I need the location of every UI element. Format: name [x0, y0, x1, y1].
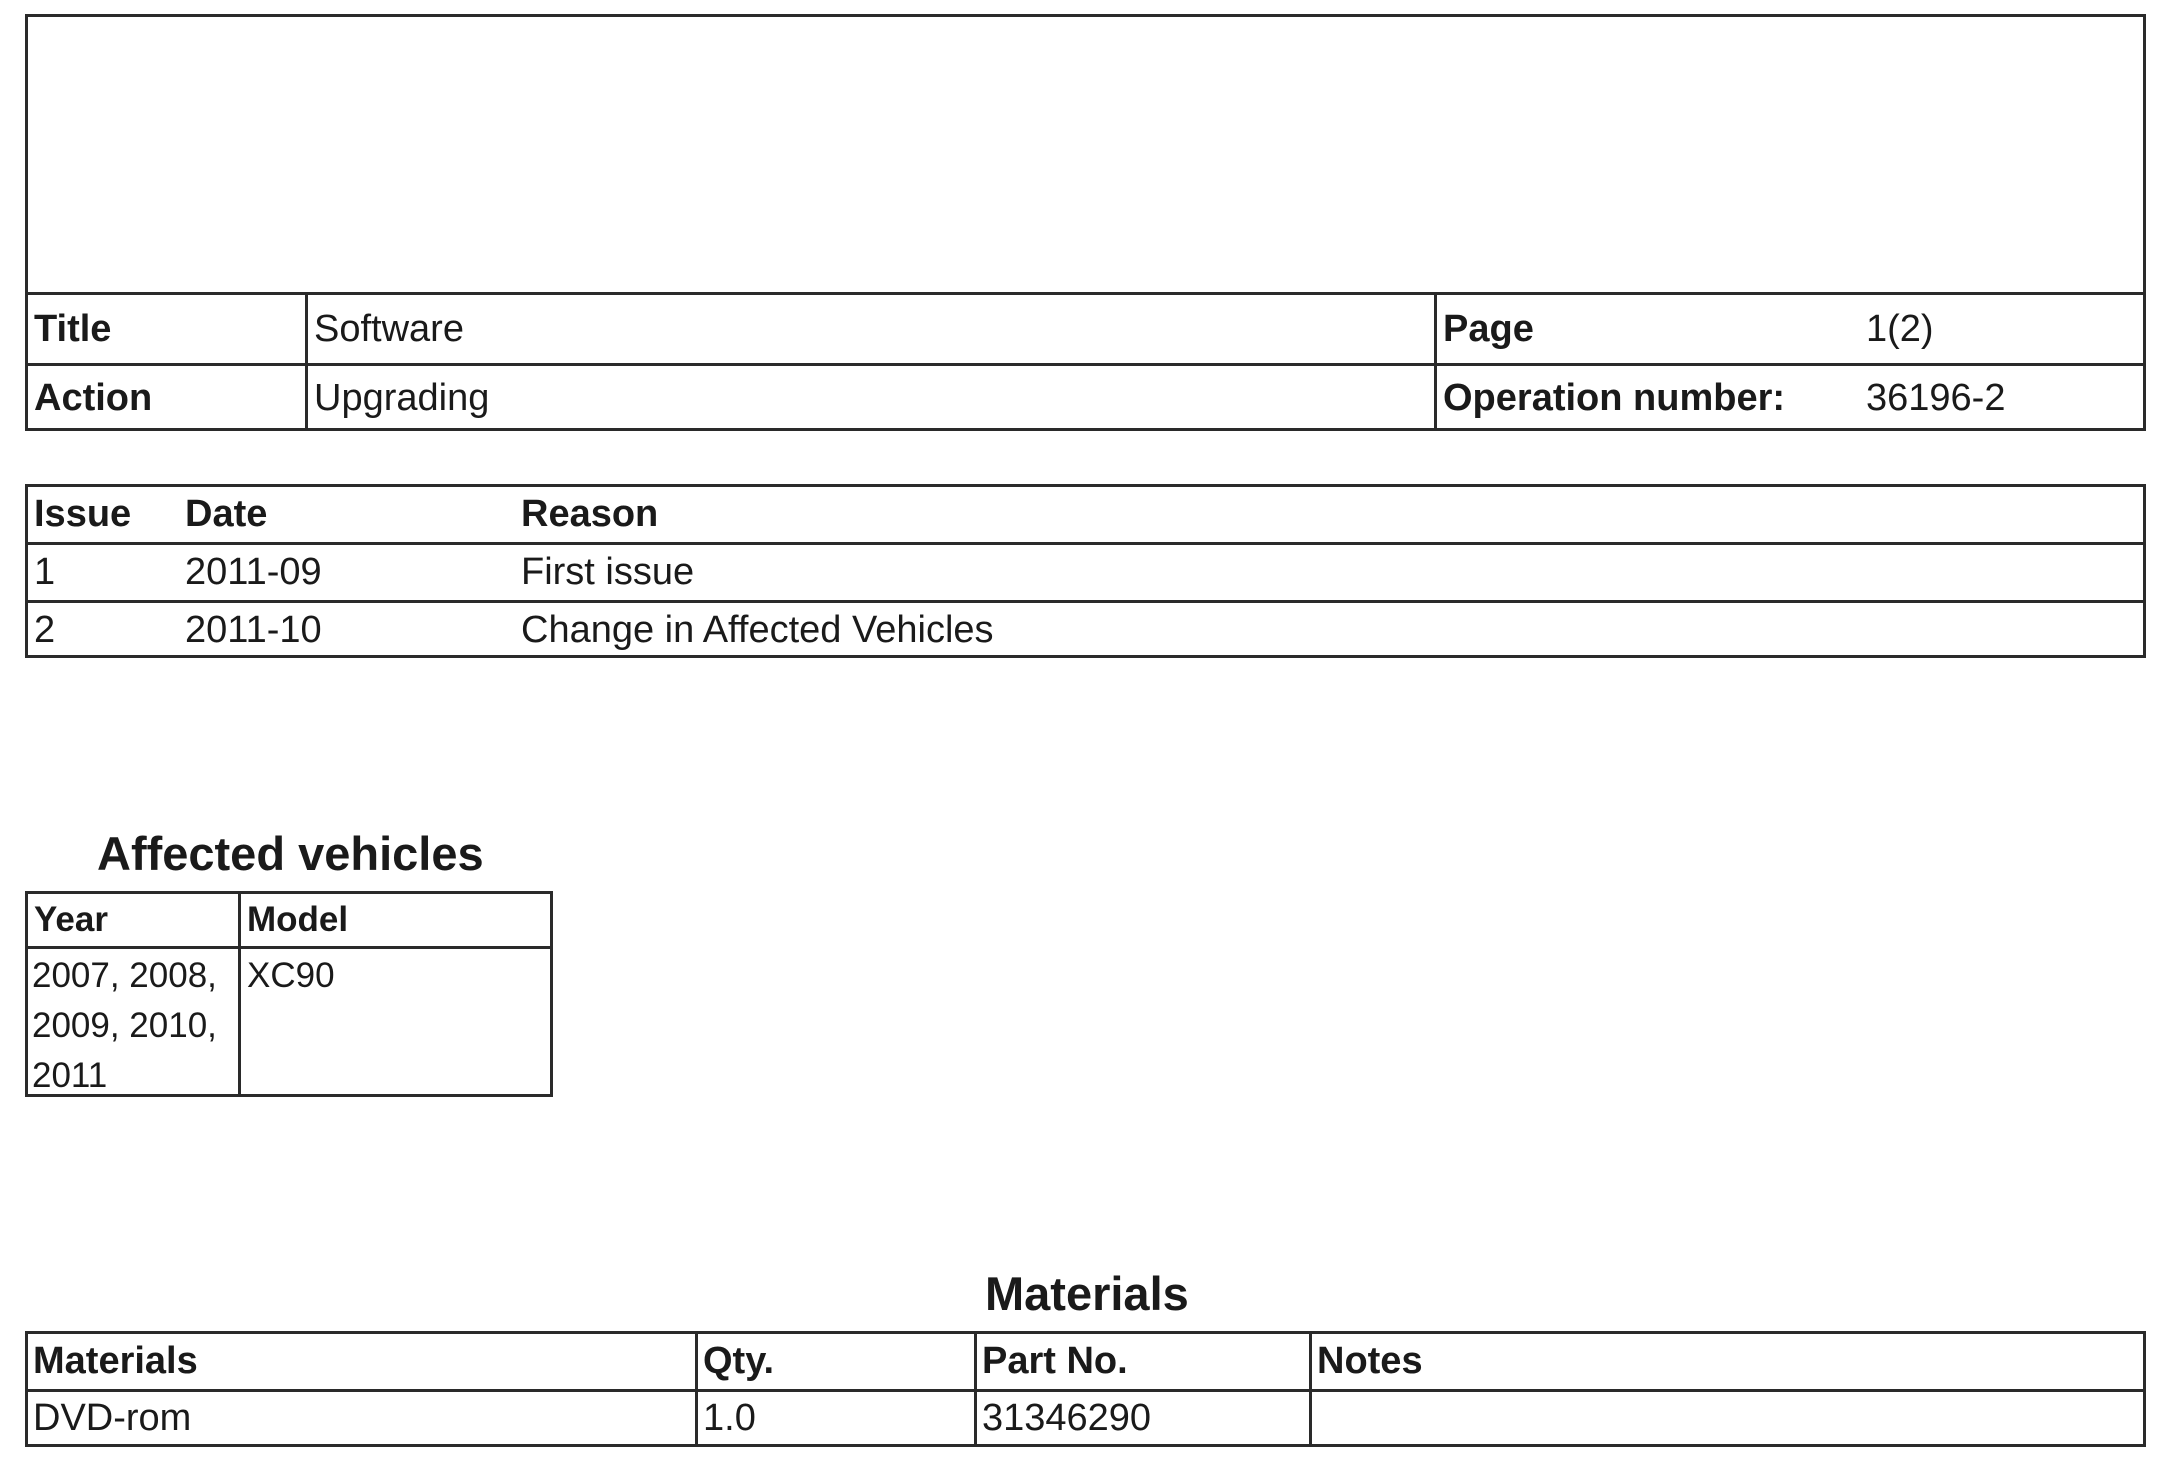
- notes-header: Notes: [1317, 1340, 1423, 1382]
- table-row: [28, 949, 550, 1094]
- logo-area: [28, 17, 2143, 295]
- title-value: Software: [308, 295, 1437, 363]
- affected-vehicles-header: [28, 894, 550, 949]
- issue-table-header: [28, 487, 2143, 545]
- date-cell: 2011-10: [185, 609, 322, 651]
- issue-cell: 1: [34, 551, 56, 593]
- header-row-title: [28, 295, 2143, 366]
- materials-table-header: [28, 1334, 2143, 1392]
- action-value: Upgrading: [308, 366, 1437, 431]
- issue-table: [25, 484, 2146, 658]
- notes-cell: [1312, 1392, 2143, 1444]
- date-cell: 2011-09: [185, 551, 322, 593]
- materials-header: Materials: [28, 1334, 698, 1389]
- title-label: Title: [28, 295, 308, 363]
- page-label: Page: [1443, 307, 1534, 350]
- qty-header: Qty.: [698, 1334, 977, 1389]
- table-row: [28, 545, 2143, 603]
- issue-header: Issue: [34, 493, 132, 535]
- year-header: Year: [28, 894, 241, 946]
- year-cell: 2007, 2008, 2009, 2010, 2011: [28, 949, 241, 1094]
- materials-heading: Materials: [985, 1267, 1189, 1320]
- issue-cell: 2: [34, 609, 56, 651]
- header-row-action: [28, 366, 2143, 431]
- qty-cell: 1.0: [698, 1392, 977, 1444]
- document-header: [25, 14, 2146, 431]
- material-cell: DVD-rom: [28, 1392, 698, 1444]
- page-value: 1(2): [1866, 307, 1934, 350]
- date-header: Date: [185, 493, 268, 535]
- operation-number-value: 36196-2: [1866, 377, 2006, 419]
- reason-cell: Change in Affected Vehicles: [521, 609, 994, 651]
- operation-number-label: Operation number:: [1443, 377, 1786, 419]
- part-no-cell: 31346290: [977, 1392, 1312, 1444]
- model-cell: XC90: [247, 956, 335, 995]
- affected-vehicles-heading: Affected vehicles: [97, 827, 484, 880]
- table-row: [28, 603, 2143, 658]
- table-row: [28, 1392, 2143, 1444]
- action-label: Action: [28, 366, 308, 431]
- materials-table: [25, 1331, 2146, 1447]
- reason-cell: First issue: [521, 551, 695, 593]
- reason-header: Reason: [521, 493, 659, 535]
- model-header: Model: [247, 900, 349, 939]
- affected-vehicles-table: [25, 891, 553, 1097]
- part-no-header: Part No.: [977, 1334, 1312, 1389]
